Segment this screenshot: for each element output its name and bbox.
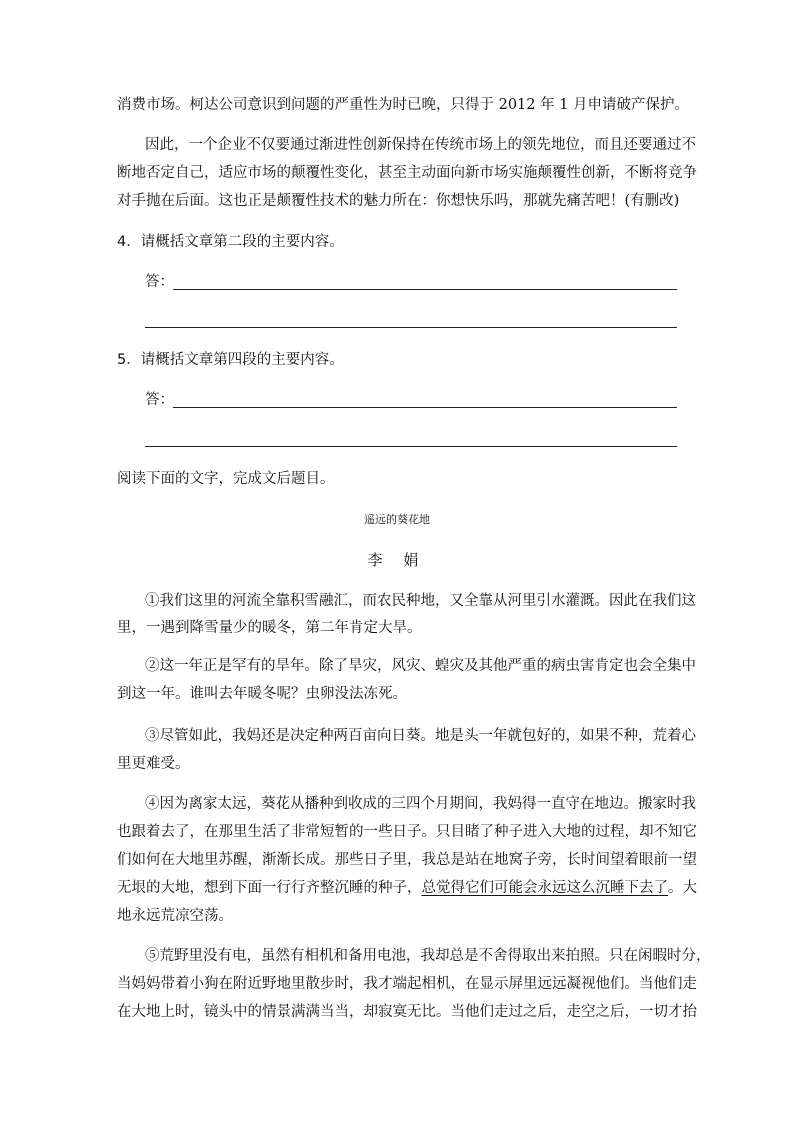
question-4: 4．请概括文章第二段的主要内容。 [117, 234, 344, 250]
story-line: 里更难受。 [117, 756, 190, 772]
story-line [117, 878, 697, 898]
story-line: ④因为离家太远，葵花从播种到收成的三四个月期间，我妈得一直守在地边。搬家时我 [145, 796, 696, 812]
answer-label: 答： [145, 392, 174, 408]
story-author: 李 娟 [367, 551, 427, 569]
story-line-text: 。大 [668, 880, 697, 896]
story-line: ③尽管如此，我妈还是决定种两百亩向日葵。地是头一年就包好的，如果不种，荒着心 [145, 728, 696, 744]
story-line: ①我们这里的河流全靠积雪融汇，而农民种地，又全靠从河里引水灌溉。因此在我们这 [145, 593, 696, 609]
question-5: 5．请概括文章第四段的主要内容。 [117, 352, 344, 368]
answer-line[interactable] [173, 407, 677, 408]
story-line: 里，一遇到降雪量少的暖冬，第二年肯定大旱。 [117, 620, 422, 636]
story-line: 地永远荒凉空荡。 [117, 908, 233, 924]
passage-line: 消费市场。柯达公司意识到问题的严重性为时已晚，只得于 2012 年 1 月申请破产保护。 [117, 97, 690, 113]
underlined-phrase: 总觉得它们可能会永远这么沉睡下去了 [421, 880, 668, 896]
answer-line[interactable] [173, 289, 677, 290]
story-title: 遥远的葵花地 [364, 513, 430, 526]
passage-line: 因此，一个企业不仅要通过渐进性创新保持在传统市场上的领先地位，而且还要通过不 [145, 137, 696, 153]
answer-label: 答： [145, 274, 174, 290]
story-line: 也跟着去了，在那里生活了非常短暂的一些日子。只目睹了种子进入大地的过程，却不知它 [117, 824, 697, 840]
story-line: ⑤荒野里没有电，虽然有相机和备用电池，我却总是不舍得取出来拍照。只在闲暇时分， [145, 948, 711, 964]
story-line: 到这一年。谁叫去年暖冬呢？虫卵没法冻死。 [117, 686, 407, 702]
reading-instruction: 阅读下面的文字，完成文后题目。 [117, 471, 335, 487]
passage-line: 断地否定自己，适应市场的颠覆性变化，甚至主动面向新市场实施颠覆性创新，不断将竞争 [117, 165, 697, 181]
story-line: 在大地上时，镜头中的情景满满当当，却寂寞无比。当他们走过之后，走空之后，一切才抬 [117, 1004, 697, 1020]
story-line: 当妈妈带着小狗在附近野地里散步时，我才端起相机，在显示屏里远远凝视他们。当他们走 [117, 976, 697, 992]
answer-line[interactable] [145, 446, 677, 447]
story-line: ②这一年正是罕有的旱年。除了旱灾，风灾、蝗灾及其他严重的病虫害肯定也会全集中 [145, 658, 696, 674]
story-line: 们如何在大地里苏醒，渐渐长成。那些日子里，我总是站在地窝子旁，长时间望着眼前一望 [117, 852, 697, 868]
story-line-text: 无垠的大地，想到下面一行行齐整沉睡的种子， [117, 880, 422, 896]
passage-line: 对手抛在后面。这也正是颠覆性技术的魅力所在：你想快乐吗，那就先痛苦吧！(有删改) [117, 193, 680, 209]
answer-line[interactable] [145, 327, 677, 328]
